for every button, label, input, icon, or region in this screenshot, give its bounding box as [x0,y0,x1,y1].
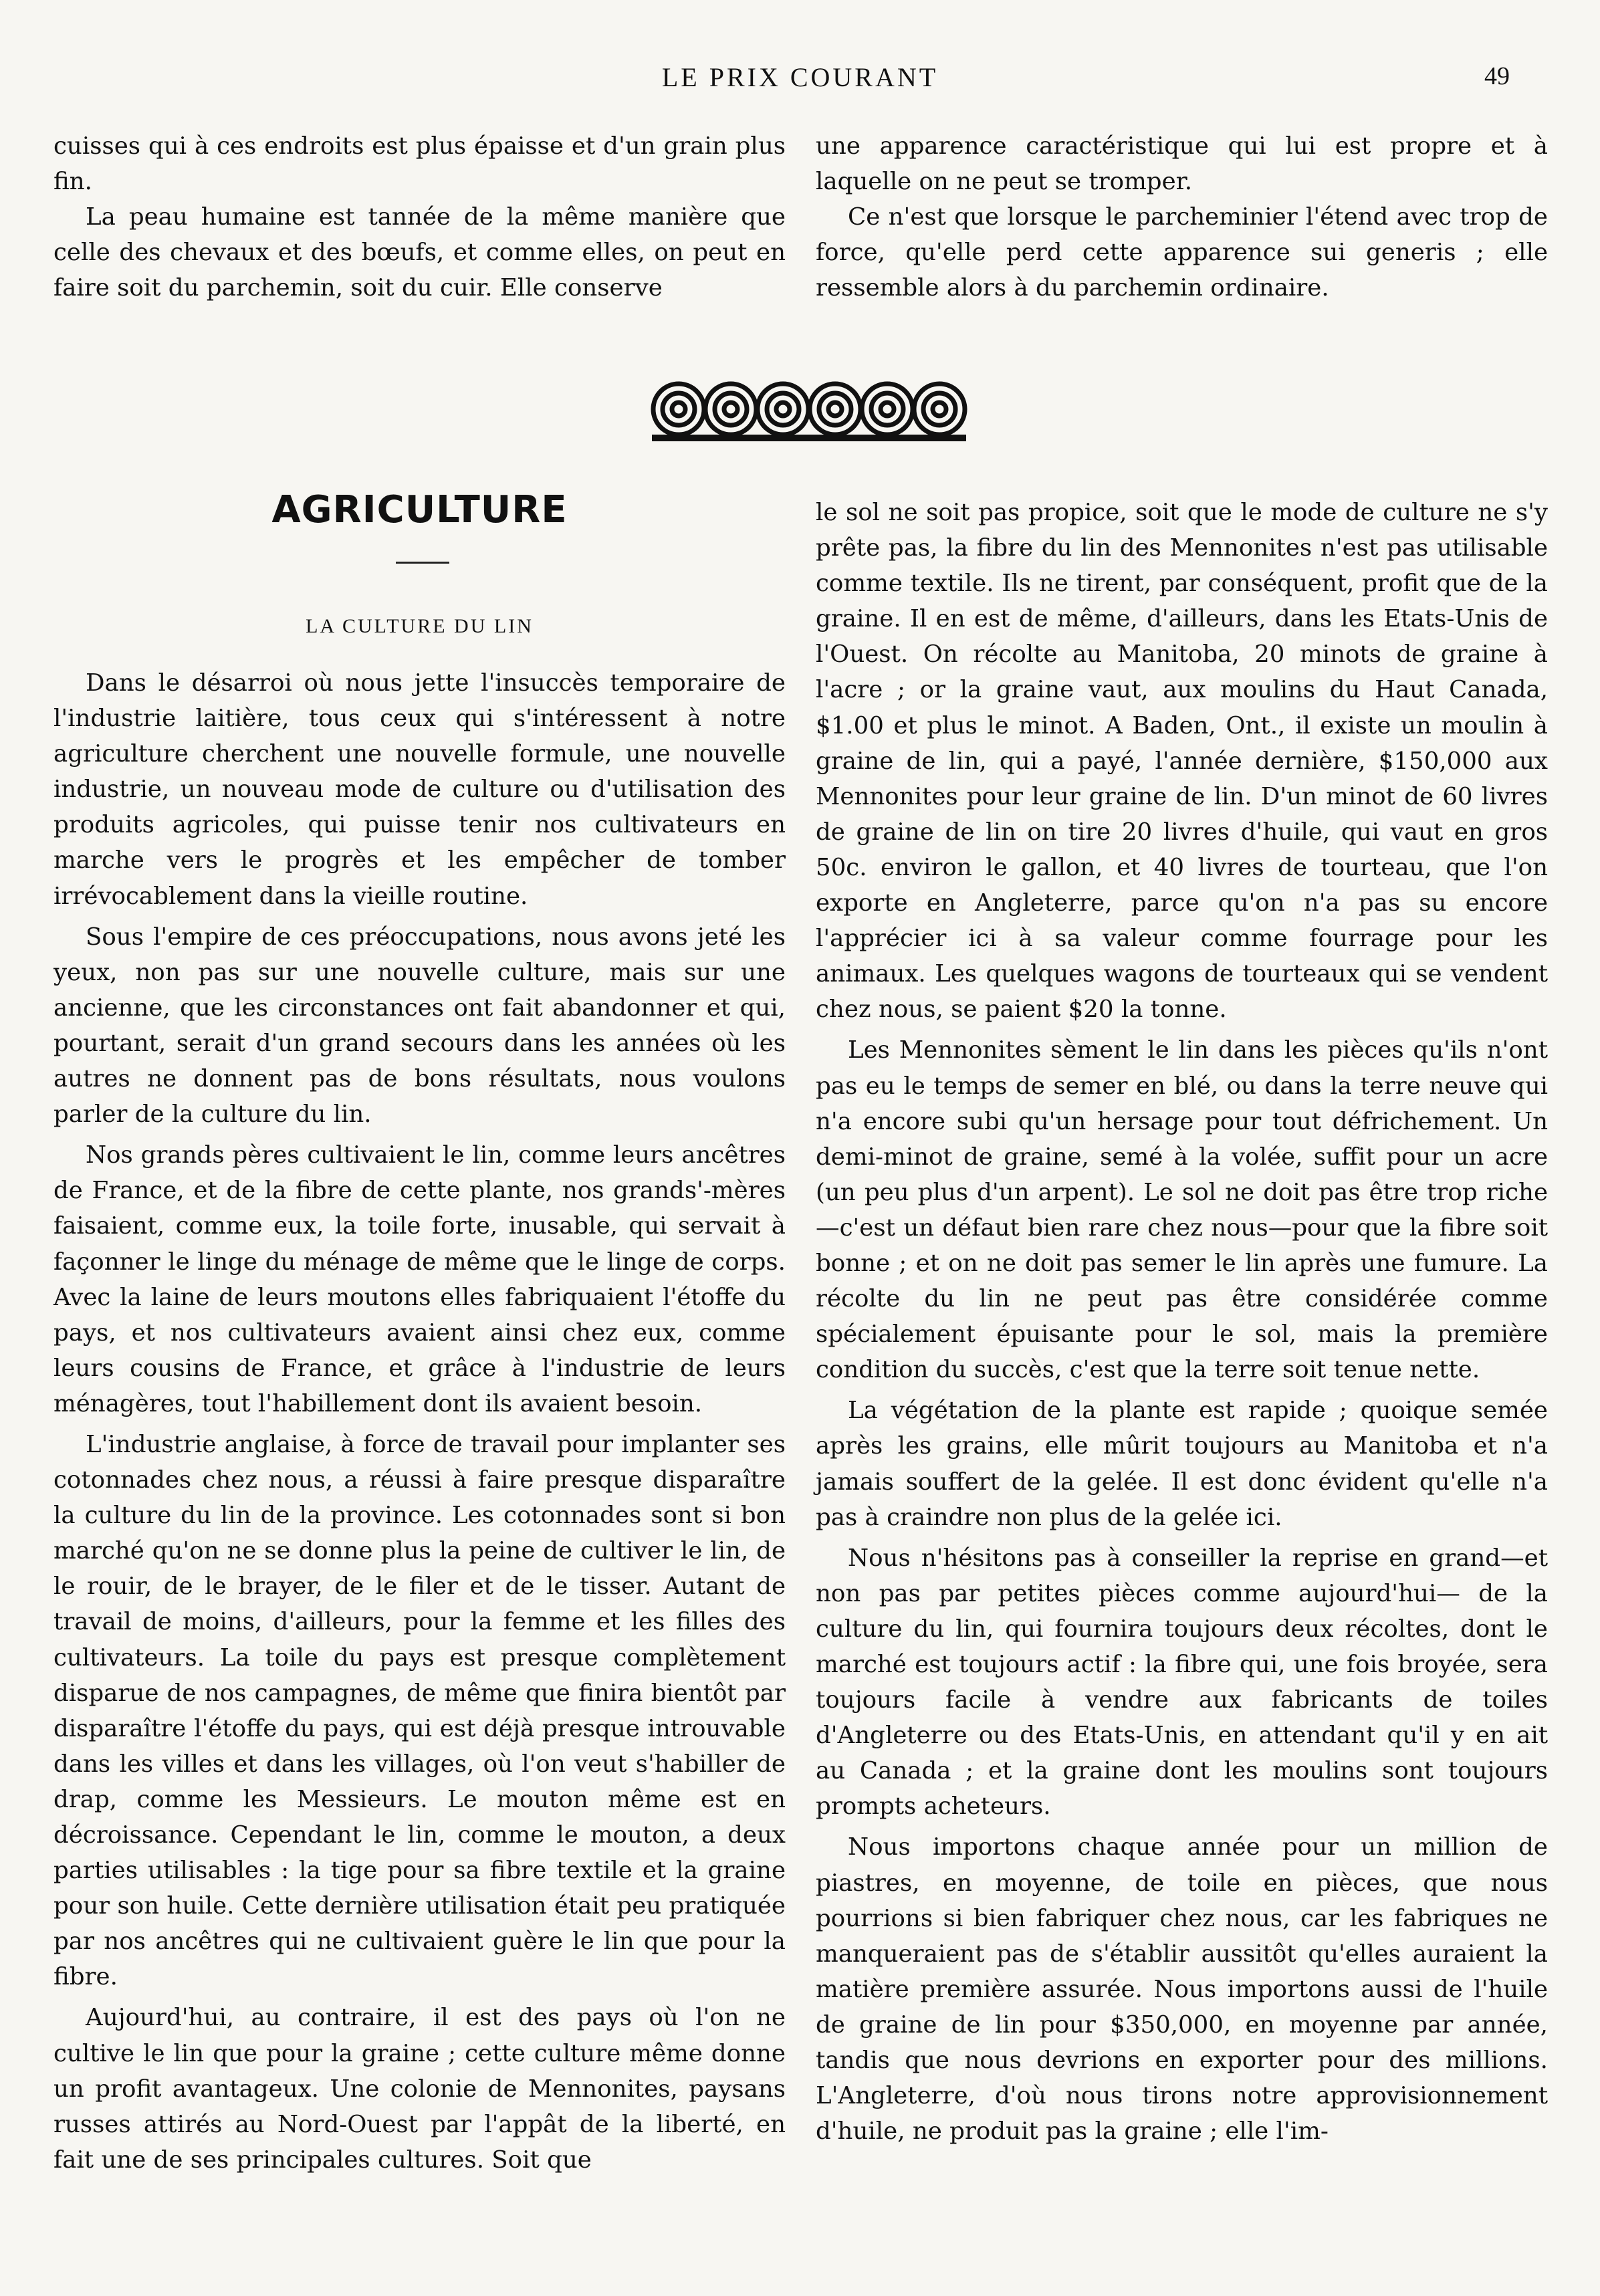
top-left-column [53,128,786,306]
paragraph: Dans le désarroi où nous jette l'insuccès temporaire de l'industrie laitière, tous ceux qui s'intéressent à notre agriculture cherchent une nouvelle formule, une nouvelle industrie, un nouveau mode de culture ou d'utilisation des produits agricoles, qui puisse tenir nos cultivateurs en marche vers le progrès et les empêcher de tomber irrévocablement dans la vieille routine. [53,669,786,910]
page-header [53,62,1547,102]
paragraph: Nous n'hésitons pas à conseiller la reprise en grand—et non pas par petites pièces comme aujourd'hui— de la culture du lin, qui fournira toujours deux récoltes, dont le marché est toujours actif : la fibre qui, une fois broyée, sera toujours facile à vendre aux fabricants de toiles d'Angleterre ou des Etats-Unis, en attendant qu'il y en ait au Canada ; et la graine dont les moulins sont toujours prompts acheteurs. [816,1544,1548,1821]
article-right-column [816,495,1548,2154]
paragraph: Nous importons chaque année pour un million de piastres, en moyenne, de toile en pièces, que nous pourrions si bien fabriquer chez nous, car les fabriques ne manqueraient pas de s'établir aussitôt qu'elles auraient la matière première assurée. Nous importons aussi de l'huile de graine de lin pour $350,000, en moyenne par année, tandis que nous devrions en exporter pour des millions. L'Angleterre, d'où nous tirons notre approvisionnement d'huile, ne produit pas la graine ; elle l'im- [816,1833,1548,2146]
top-right-column [816,128,1548,306]
spiral-ornament-icon [649,364,969,455]
paragraph: Nos grands pères cultivaient le lin, comme leurs ancêtres de France, et de la fibre de cette plante, nos grands'-mères faisaient, comme eux, la toile forte, inusable, qui servait à façonner le linge du ménage de même que le linge de corps. Avec la laine de leurs moutons elles fabriquaient l'étoffe du pays, et nos cultivateurs avaient ainsi chez eux, comme leurs cousins de France, et grâce à l'industrie de leurs ménagères, tout l'habillement dont ils avaient besoin. [53,1141,786,1417]
paragraph: L'industrie anglaise, à force de travail pour implanter ses cotonnades chez nous, a réussi à faire presque disparaître la culture du lin de la province. Les cotonnades sont si bon marché qu'on ne se donne plus la peine de cultiver le lin, de le rouir, de le brayer, de le filer et de le tisser. Autant de travail de moins, d'ailleurs, pour la femme et les filles des cultivateurs. La toile du pays est presque complètement disparue de nos campagnes, de même que finira bientôt par disparaître l'étoffe du pays, qui est déjà presque introuvable dans les villes et dans les villages, où l'on veut s'habiller de drap, comme les Messieurs. Le mouton même est en décroissance. Cependant le lin, comme le mouton, a deux parties utilisables : la tige pour sa fibre textile et la graine pour son huile. Cette dernière utilisation était peu pratiquée par nos ancêtres qui ne cultivaient guère le lin que pour la fibre. [53,1430,786,1991]
paragraph: Aujourd'hui, au contraire, il est des pays où l'on ne cultive le lin que pour la graine ; cette culture même donne un profit avantageux. Une colonie de Mennonites, paysans russes attirés au Nord-Ouest par l'appât de la liberté, en fait une de ses principales cultures. Soit que [53,2004,786,2174]
paragraph: Ce n'est que lorsque le parcheminier l'étend avec trop de force, qu'elle perd cette apparence sui generis ; elle ressemble alors à du parchemin ordinaire. [816,203,1548,302]
article-left-column [53,665,786,2183]
paragraph: une apparence caractéristique qui lui est propre et à laquelle on ne peut se tromper. [816,132,1548,196]
paragraph: La peau humaine est tannée de la même manière que celle des chevaux et des bœufs, et comme elles, on peut en faire soit du parchemin, soit du cuir. Elle conserve [53,203,786,302]
section-title: AGRICULTURE [271,488,568,532]
paragraph: Les Mennonites sèment le lin dans les pièces qu'ils n'ont pas eu le temps de semer en blé, ou dans la terre neuve qui n'a encore subi qu'un hersage pour tout défrichement. Un demi-minot de graine, semé à la volée, suffit pour un acre (un peu plus d'un arpent). Le sol ne doit pas être trop riche —c'est un défaut bien rare chez nous—pour que la fibre soit bonne ; et on ne doit pas semer le lin après une fumure. La récolte du lin ne peut pas être considérée comme spécialement épuisante pour le sol, mais la première condition du succès, c'est que la terre soit tenue nette. [816,1036,1548,1384]
running-title: LE PRIX COURANT [661,62,939,92]
article-subtitle: LA CULTURE DU LIN [306,615,534,637]
title-divider [396,562,449,564]
page-number: 49 [1484,62,1510,90]
paragraph: cuisses qui à ces endroits est plus épaisse et d'un grain plus fin. [53,132,786,196]
paragraph: le sol ne soit pas propice, soit que le mode de culture ne s'y prête pas, la fibre du lin des Mennonites n'est pas utilisable comme textile. Ils ne tirent, par conséquent, profit que de la graine. Il en est de même, d'ailleurs, dans les Etats-Unis de l'Ouest. On récolte au Manitoba, 20 minots de graine à l'acre ; or la graine vaut, aux moulins du Haut Canada, $1.00 et plus le minot. A Baden, Ont., il existe un moulin à graine de lin, qui a payé, l'année dernière, $150,000 aux Mennonites pour leur graine de lin. D'un minot de 60 livres de graine de lin on tire 20 livres d'huile, qui vaut en gros 50c. environ le gallon, et 40 livres de tourteau, que l'on exporte en Angleterre, parce qu'on n'a pas su encore l'apprécier ici à sa valeur comme fourrage pour les animaux. Les quelques wagons de tourteaux qui se vendent chez nous, se paient $20 la tonne. [816,499,1548,1024]
paragraph: La végétation de la plante est rapide ; quoique semée après les grains, elle mûrit toujours au Manitoba et n'a jamais souffert de la gelée. Il est donc évident qu'elle n'a pas à craindre non plus de la gelée ici. [816,1397,1548,1531]
paragraph: Sous l'empire de ces préoccupations, nous avons jeté les yeux, non pas sur une nouvelle culture, mais sur une ancienne, que les circonstances ont fait abandonner et qui, pourtant, serait d'un grand secours dans les années où les autres ne donnent pas de bons résultats, nous voulons parler de la culture du lin. [53,923,786,1129]
